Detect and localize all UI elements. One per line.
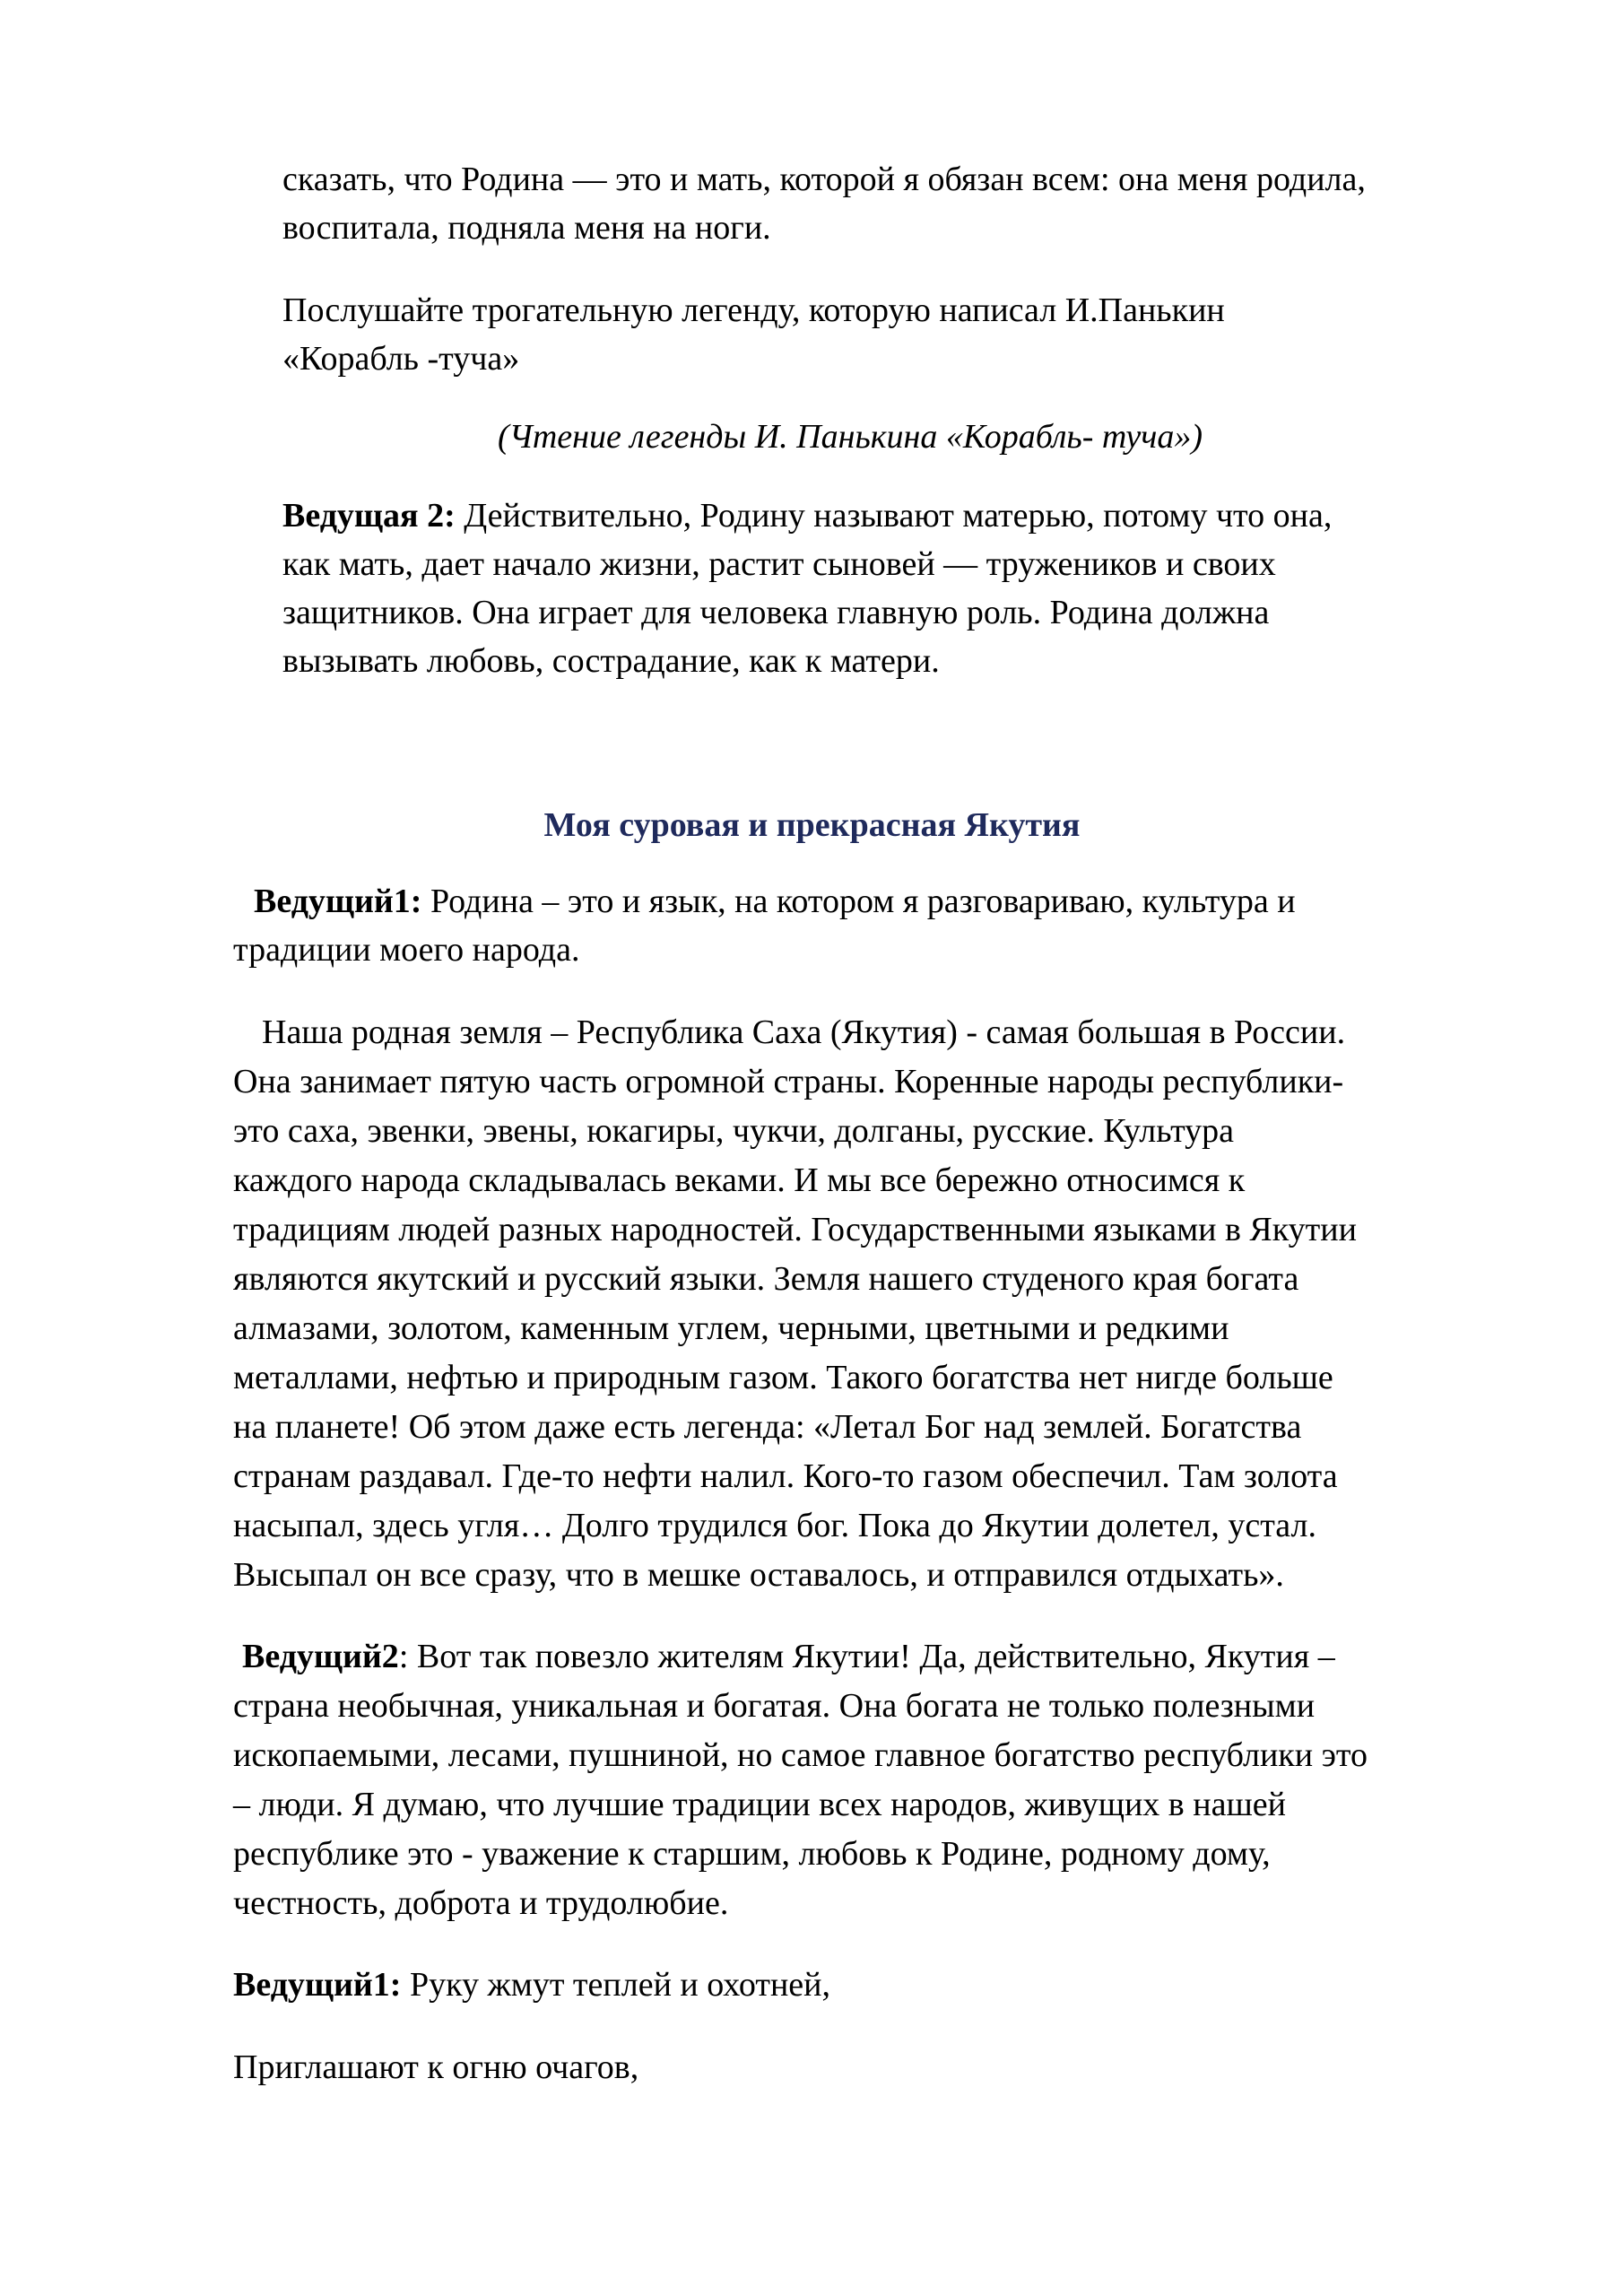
speaker-label: Ведущий1:	[254, 883, 422, 920]
paragraph-line: защитников. Она играет для человека главную роль. Родина должна	[282, 594, 1270, 631]
reading-note: (Чтение легенды И. Панькина «Корабль- туча»)	[498, 418, 1203, 456]
paragraph-line: воспитала, подняла меня на ноги.	[282, 209, 771, 247]
paragraph-line: традициям людей разных народностей. Государственными языками в Якутии	[233, 1211, 1357, 1248]
paragraph-line: вызывать любовь, сострадание, как к матери.	[282, 642, 940, 680]
paragraph-text: Родина – это и язык, на котором я разговариваю, культура и	[421, 883, 1296, 920]
paragraph-text: : Вот так повезло жителям Якутии! Да, действительно, Якутия –	[398, 1638, 1335, 1675]
paragraph-text: Руку жмут теплей и охотней,	[401, 1966, 830, 2004]
paragraph-line: металлами, нефтью и природным газом. Такого богатства нет нигде больше	[233, 1359, 1333, 1396]
paragraph-line: Она занимает пятую часть огромной страны. Коренные народы республики-	[233, 1063, 1344, 1100]
paragraph-line: являются якутский и русский языки. Земля нашего студеного края богата	[233, 1260, 1299, 1298]
paragraph-line: каждого народа складывалась веками. И мы все бережно относимся к	[233, 1161, 1246, 1199]
section-heading: Моя суровая и прекрасная Якутия	[543, 806, 1081, 844]
paragraph-line: традиции моего народа.	[233, 931, 580, 969]
paragraph-line: Наша родная земля – Республика Саха (Якутия) - самая большая в России.	[262, 1013, 1346, 1051]
speaker-label: Ведущий2	[242, 1638, 399, 1675]
paragraph-line: Послушайте трогательную легенду, которую написал И.Панькин	[282, 291, 1225, 329]
paragraph-line: Высыпал он все сразу, что в мешке оставалось, и отправился отдыхать».	[233, 1556, 1284, 1594]
paragraph-line: страна необычная, уникальная и богатая. Она богата не только полезными	[233, 1687, 1316, 1725]
paragraph-line: ископаемыми, лесами, пушниной, но самое главное богатство республики это	[233, 1736, 1368, 1774]
paragraph-line: честность, доброта и трудолюбие.	[233, 1884, 729, 1922]
paragraph-line: республике это - уважение к старшим, любовь к Родине, родному дому,	[233, 1835, 1271, 1873]
paragraph-line: Приглашают к огню очагов,	[233, 2048, 639, 2086]
paragraph-line	[242, 1634, 1335, 1679]
paragraph-line	[282, 493, 1332, 538]
paragraph-line	[233, 1962, 830, 2007]
paragraph-line: на планете! Об этом даже есть легенда: «Летал Бог над землей. Богатства	[233, 1408, 1302, 1446]
paragraph-line: насыпал, здесь угля… Долго трудился бог. Пока до Якутии долетел, устал.	[233, 1507, 1316, 1544]
speaker-label: Ведущий1:	[233, 1966, 402, 2004]
paragraph-line: как мать, дает начало жизни, растит сыновей — тружеников и своих	[282, 545, 1276, 583]
paragraph-line	[254, 879, 1296, 924]
speaker-label: Ведущая 2:	[282, 497, 456, 535]
paragraph-line: странам раздавал. Где-то нефти налил. Кого-то газом обеспечил. Там золота	[233, 1457, 1338, 1495]
paragraph-text: Действительно, Родину называют матерью, потому что она,	[455, 497, 1333, 535]
paragraph-line: – люди. Я думаю, что лучшие традиции всех народов, живущих в нашей	[233, 1786, 1286, 1823]
paragraph-line: алмазами, золотом, каменным углем, черными, цветными и редкими	[233, 1309, 1229, 1347]
paragraph-line: это саха, эвенки, эвены, юкагиры, чукчи, долганы, русские. Культура	[233, 1112, 1235, 1150]
paragraph-line: сказать, что Родина — это и мать, которой я обязан всем: она меня родила,	[282, 161, 1366, 198]
paragraph-line: «Корабль -туча»	[282, 340, 520, 378]
